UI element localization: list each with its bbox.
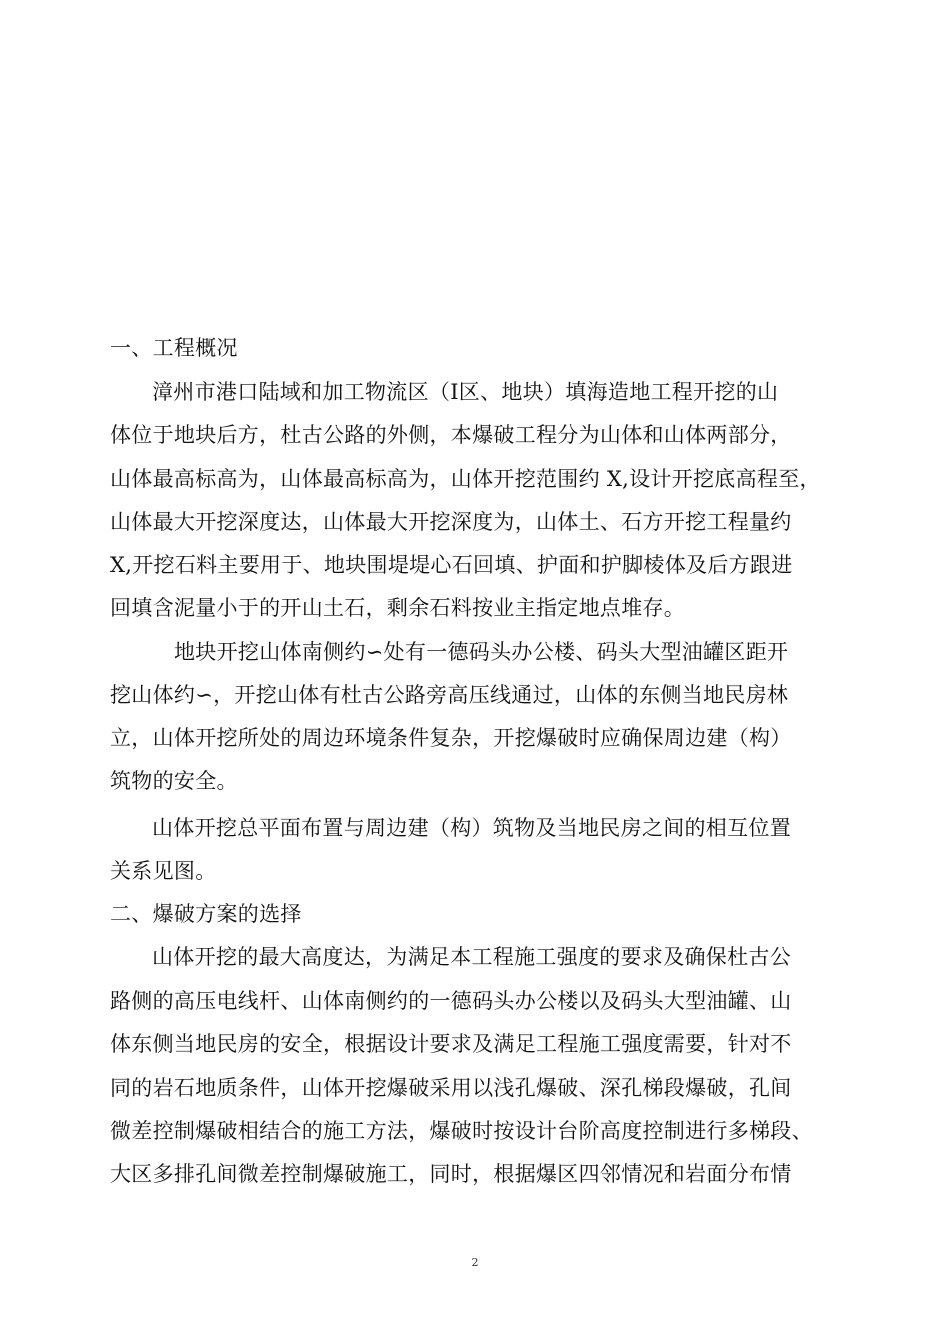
paragraph-line: 筑物的安全。 bbox=[110, 769, 238, 793]
paragraph-line: X,开挖石料主要用于、地块围堤堤心石回填、护面和护脚棱体及后方跟进 bbox=[110, 553, 793, 577]
paragraph-line: 立，山体开挖所处的周边环境条件复杂，开挖爆破时应确保周边建（构） bbox=[110, 726, 792, 750]
paragraph-line: 体东侧当地民房的安全，根据设计要求及满足工程施工强度需要，针对不 bbox=[110, 1032, 792, 1056]
paragraph-line: 回填含泥量小于的开山土石，剩余石料按业主指定地点堆存。 bbox=[110, 596, 686, 620]
paragraph-line: 山体开挖总平面布置与周边建（构）筑物及当地民房之间的相互位置 bbox=[152, 816, 791, 840]
page-number: 2 bbox=[471, 1256, 479, 1269]
paragraph-line: 山体最大开挖深度达，山体最大开挖深度为，山体土、石方开挖工程量约 bbox=[110, 510, 792, 534]
paragraph-line: 漳州市港口陆域和加工物流区（Ⅰ区、地块）填海造地工程开挖的山 bbox=[152, 380, 779, 404]
paragraph-line: 体位于地块后方，杜古公路的外侧，本爆破工程分为山体和山体两部分， bbox=[110, 423, 792, 447]
paragraph-line: 大区多排孔间微差控制爆破施工，同时，根据爆区四邻情况和岩面分布情 bbox=[110, 1162, 792, 1186]
paragraph-line: 地块开挖山体南侧约∽处有一德码头办公楼、码头大型油罐区距开 bbox=[174, 640, 789, 664]
section-heading-overview: 一、工程概况 bbox=[110, 336, 238, 360]
paragraph-line: 同的岩石地质条件，山体开挖爆破采用以浅孔爆破、深孔梯段爆破，孔间 bbox=[110, 1076, 792, 1100]
section-heading-blasting-plan: 二、爆破方案的选择 bbox=[110, 902, 302, 926]
paragraph-line: 山体开挖的最大高度达，为满足本工程施工强度的要求及确保杜古公 bbox=[152, 945, 791, 969]
paragraph-line: 路侧的高压电线杆、山体南侧约的一德码头办公楼以及码头大型油罐、山 bbox=[110, 989, 792, 1013]
paragraph-line: 微差控制爆破相结合的施工方法，爆破时按设计台阶高度控制进行多梯段、 bbox=[110, 1119, 813, 1143]
paragraph-line: 山体最高标高为，山体最高标高为，山体开挖范围约 X,设计开挖底高程至， bbox=[110, 467, 821, 491]
paragraph-line: 挖山体约∽，开挖山体有杜古公路旁高压线通过，山体的东侧当地民房林 bbox=[110, 683, 789, 707]
paragraph-line: 关系见图。 bbox=[110, 859, 217, 883]
